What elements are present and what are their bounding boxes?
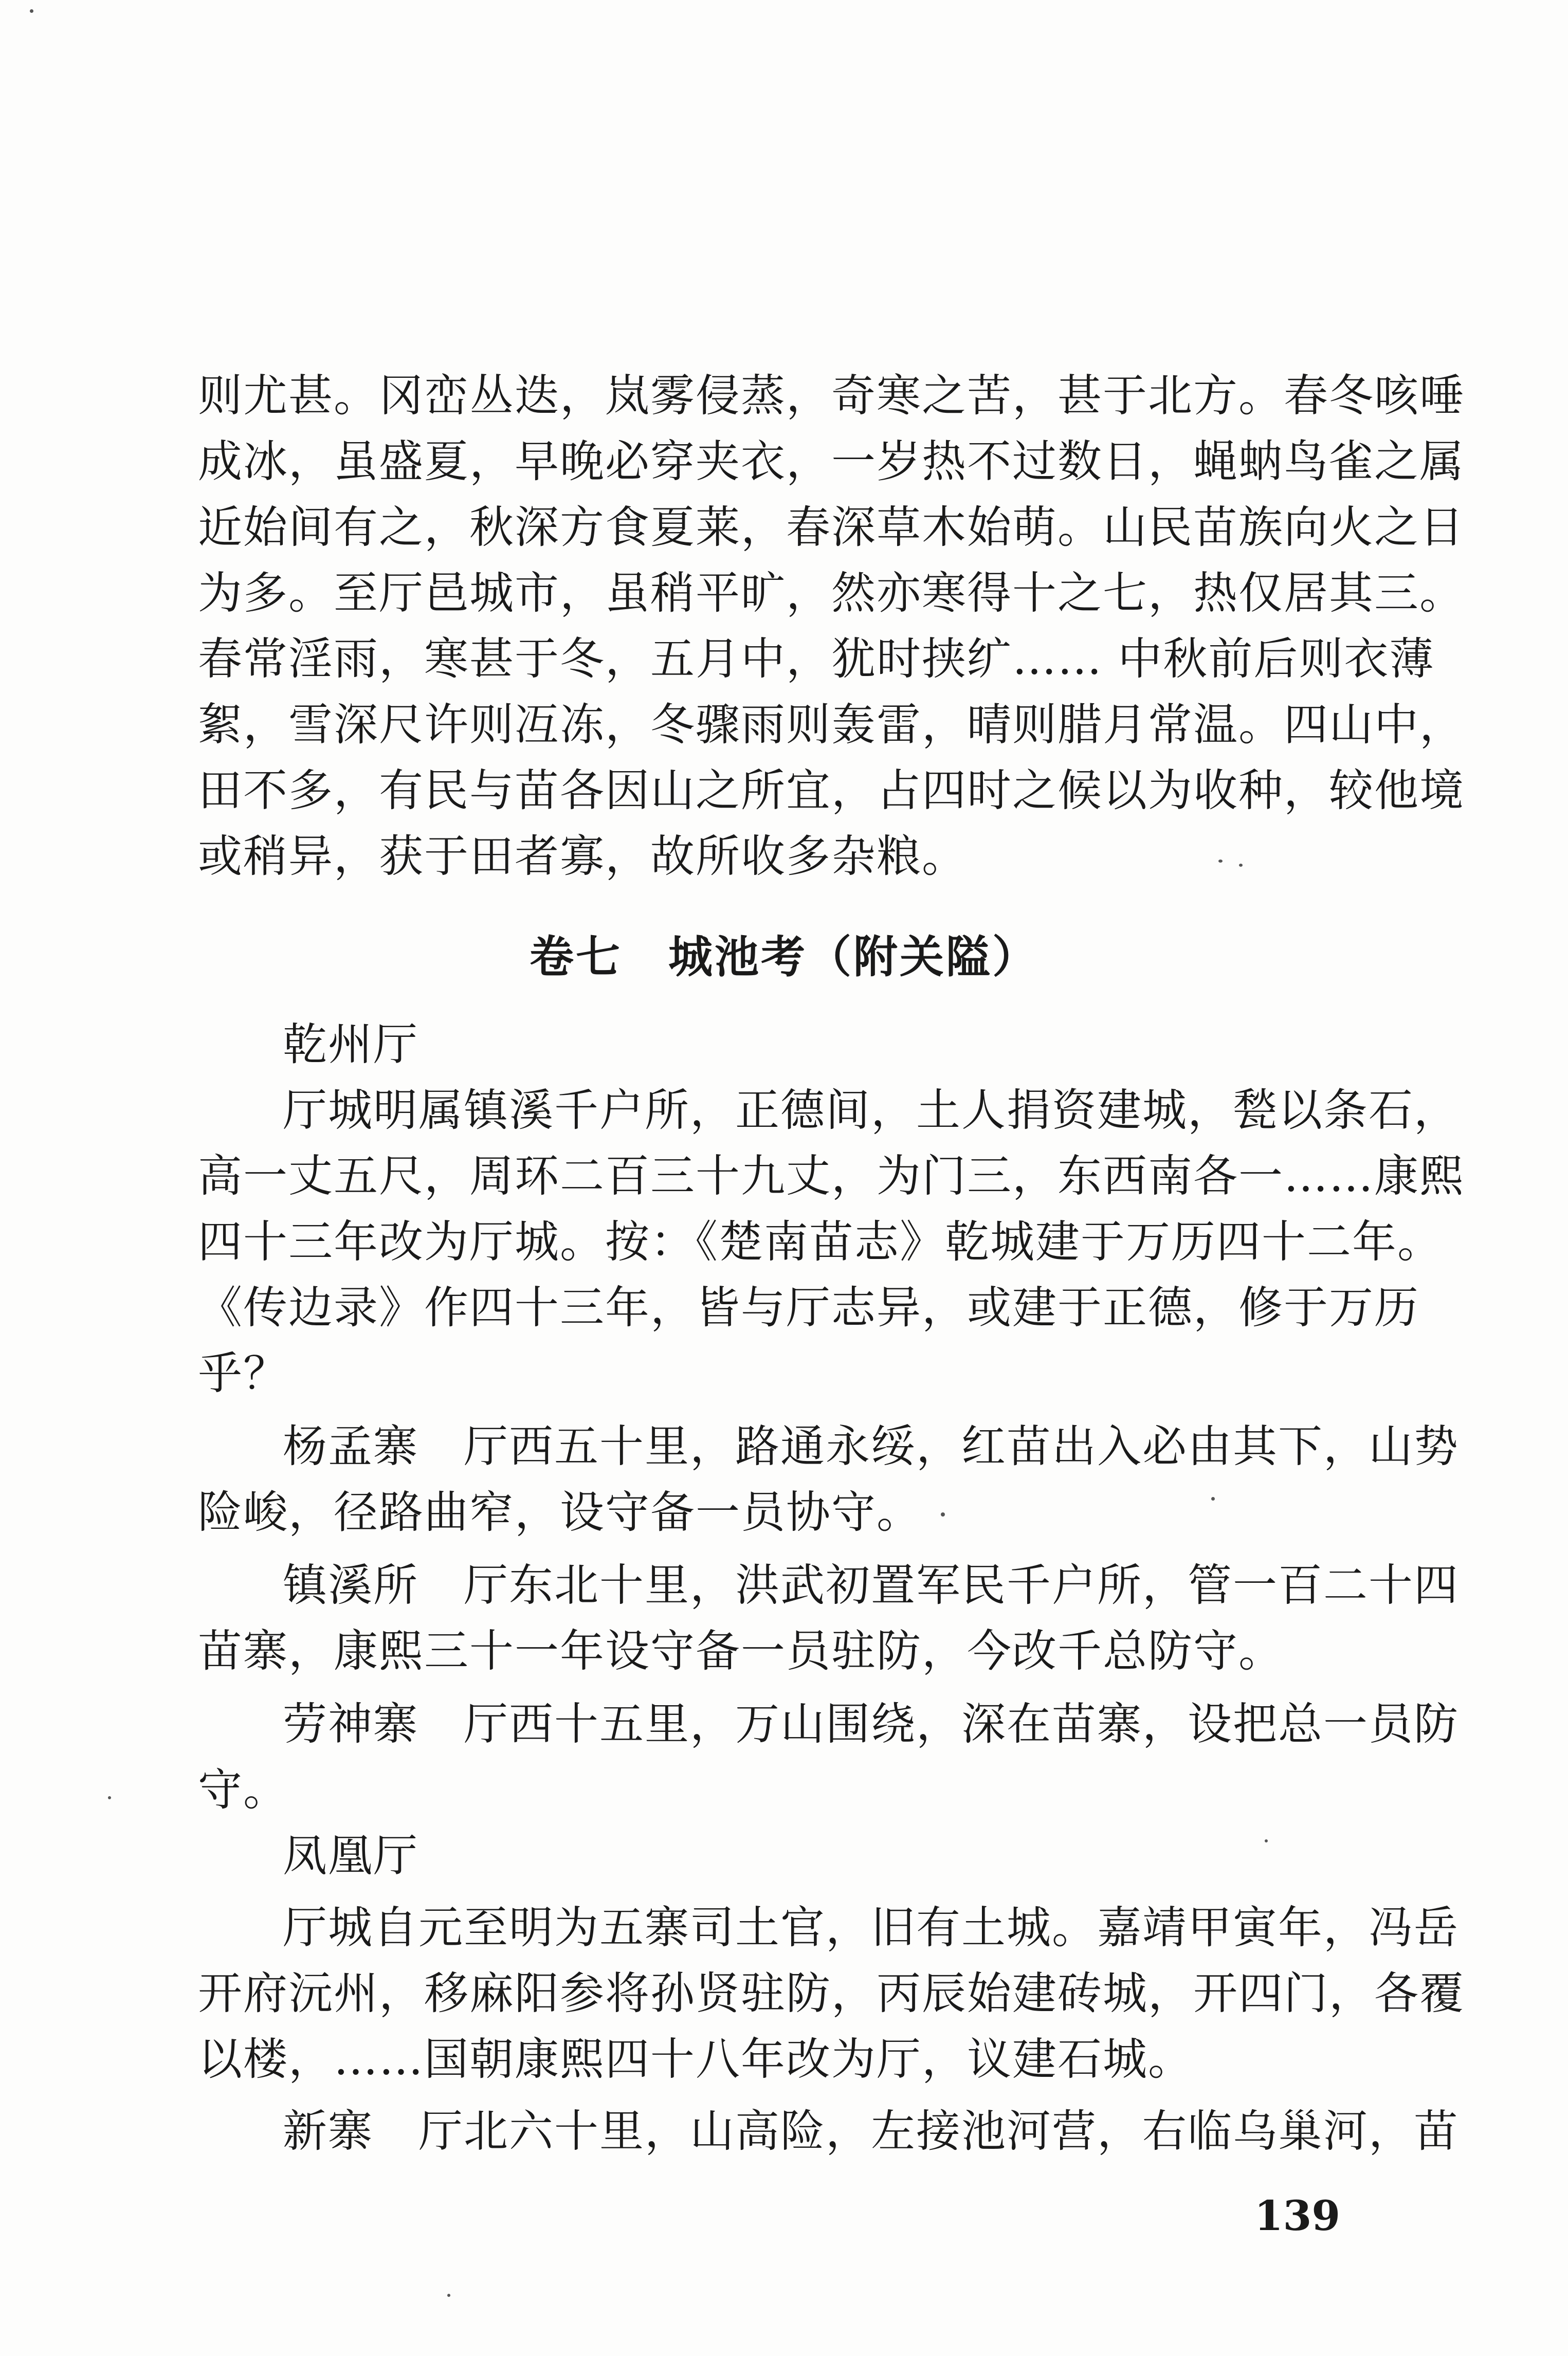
text-line: 劳神寨 厅西十五里，万山围绕，深在苗寨，设把总一员防 [283, 1698, 1459, 1750]
text-line: 或稍异，获于田者寡，故所收多杂粮。 [198, 831, 967, 882]
text-line: 《传边录》作四十三年，皆与厅志异，或建于正德，修于万历 [198, 1282, 1419, 1334]
text-line: 镇溪所 厅东北十里，洪武初置军民千户所，管一百二十四 [283, 1560, 1459, 1611]
text-line: 厅城明属镇溪千户所，正德间，土人捐资建城，甃以条石， [283, 1085, 1459, 1136]
text-line: 以楼，……国朝康熙四十八年改为厅，议建石城。 [198, 2034, 1193, 2085]
text-line: 四十三年改为厅城。按：《楚南苗志》乾城建于万历四十二年。 [198, 1216, 1443, 1268]
text-line: 乎？ [198, 1348, 288, 1399]
scan-speck [30, 9, 33, 13]
text-line: 田不多，有民与苗各因山之所宜，占四时之候以为收种，较他境 [198, 765, 1465, 816]
text-line: 厅城自元至明为五寨司土官，旧有土城。嘉靖甲寅年，冯岳 [283, 1902, 1459, 1953]
text-line: 杨孟寨 厅西五十里，路通永绥，红苗出入必由其下，山势 [283, 1421, 1459, 1472]
scan-speck [447, 2294, 450, 2297]
subsection-title-fenghuang: 凤凰厅 [283, 1830, 418, 1882]
subsection-title-qianzhou: 乾州厅 [283, 1019, 418, 1070]
scan-speck [1218, 860, 1223, 863]
scan-speck [1239, 864, 1243, 867]
scan-speck [1211, 1497, 1215, 1501]
text-line: 近始间有之，秋深方食夏莱，春深草木始萌。山民苗族向火之日 [198, 502, 1465, 553]
text-line: 高一丈五尺，周环二百三十九丈，为门三，东西南各一……康熙 [198, 1150, 1465, 1202]
text-line: 守。 [198, 1764, 288, 1816]
text-line: 开府沅州，移麻阳参将孙贤驻防，丙辰始建砖城，开四门，各覆 [198, 1968, 1465, 2019]
text-line: 新寨 厅北六十里，山高险，左接池河营，右临乌巢河，苗 [283, 2106, 1459, 2157]
page-number: 139 [1254, 2191, 1340, 2240]
scan-speck [941, 1512, 945, 1517]
text-line: 春常淫雨，寒甚于冬，五月中，犹时挟纩…… 中秋前后则衣薄 [198, 633, 1435, 685]
scan-speck [108, 1796, 111, 1799]
scan-speck [1265, 1839, 1268, 1842]
section-title: 卷七 城池考（附关隘） [530, 931, 1038, 983]
text-line: 絮，雪深尺许则冱冻，冬骤雨则轰雷，晴则腊月常温。四山中， [198, 699, 1465, 751]
text-line: 成冰，虽盛夏，早晚必穿夹衣，一岁热不过数日，蝇蚋鸟雀之属 [198, 436, 1465, 487]
text-line: 为多。至厅邑城市，虽稍平旷，然亦寒得十之七，热仅居其三。 [198, 568, 1465, 619]
text-line: 则尤甚。冈峦丛迭，岚雾侵蒸，奇寒之苦，甚于北方。春冬咳唾 [198, 370, 1465, 422]
text-line: 苗寨，康熙三十一年设守备一员驻防，今改千总防守。 [198, 1626, 1284, 1677]
text-line: 险峻，径路曲窄，设守备一员协守。 [198, 1487, 922, 1538]
